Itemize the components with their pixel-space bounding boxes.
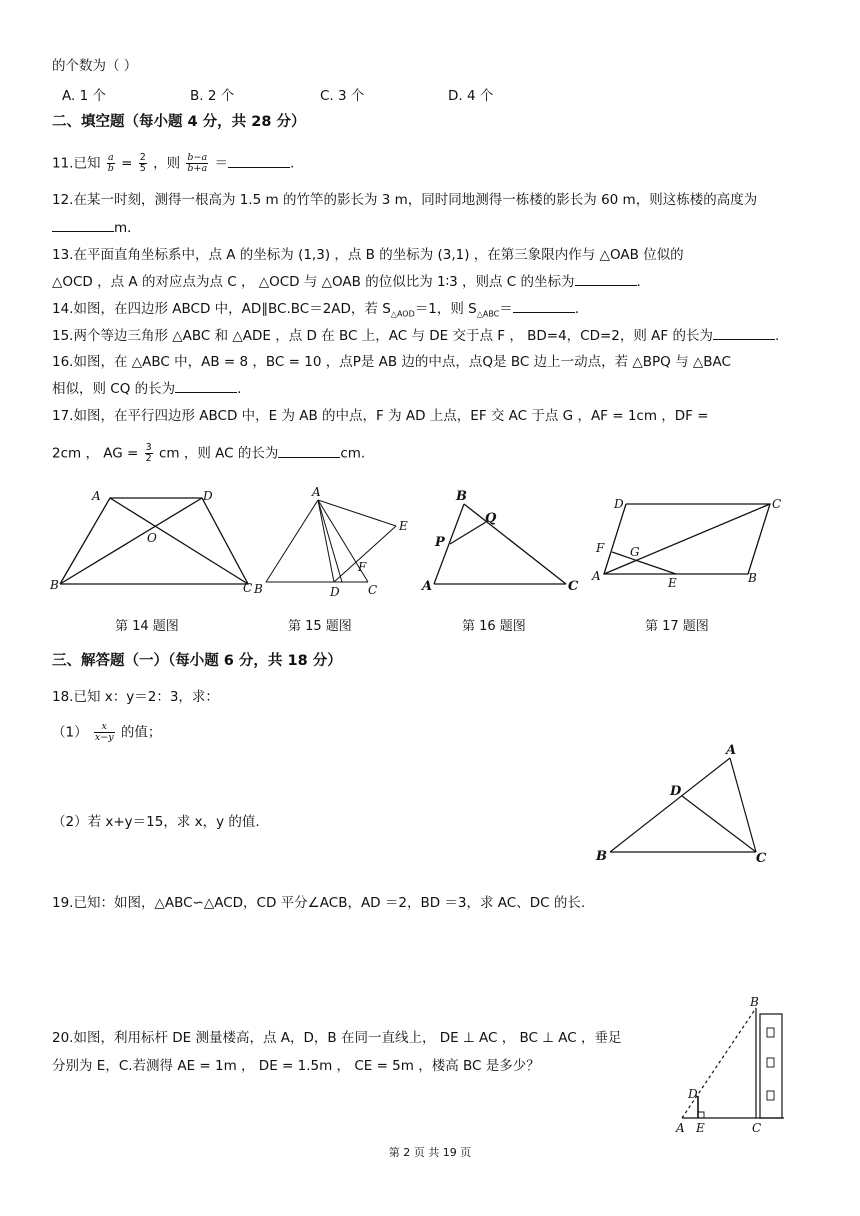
fig20-label-c: C: [752, 1121, 762, 1135]
fig17-label-d: D: [614, 497, 624, 511]
fig15-label-b: B: [254, 582, 263, 596]
fig20-label-d: D: [688, 1087, 698, 1101]
caption-fig14: 第 14 题图: [115, 619, 179, 634]
q13-line1: 13.在平面直角坐标系中，点 A 的坐标为 (1,3) ，点 B 的坐标为 (3,1) ，在第三象限内作与 △OAB 位似的: [52, 247, 684, 263]
fig17-label-f: F: [596, 541, 605, 555]
caption-fig16: 第 16 题图: [462, 619, 526, 634]
q10-option-d: D. 4 个: [448, 88, 494, 104]
fig15-label-d: D: [330, 585, 340, 599]
q20-line1: 20.如图，利用标杆 DE 测量楼高，点 A，D，B 在同一直线上， DE ⊥ AC ， BC ⊥ AC ，垂足: [52, 1030, 622, 1046]
answer-blank: [575, 273, 637, 286]
fig18-label-c: C: [756, 851, 767, 866]
figure-17: [590, 490, 800, 590]
q17-line1: 17.如图，在平行四边形 ABCD 中，E 为 AB 的中点，F 为 AD 上点，EF 交 AC 于点 G ，AF = 1cm ，DF =: [52, 408, 709, 424]
q20-line2: 分别为 E，C.若测得 AE = 1m ， DE = 1.5m ， CE = 5m ，楼高 BC 是多少？: [52, 1058, 540, 1074]
q18-fraction: $\frac{x}{x-y}$: [94, 721, 114, 743]
fig17-label-a: A: [592, 569, 601, 583]
fig15-label-f: F: [358, 560, 367, 574]
fig14-label-d: D: [203, 489, 213, 503]
fig18-label-d: D: [670, 784, 682, 799]
fig14-label-c: C: [243, 581, 253, 595]
fig20-label-b: B: [750, 995, 759, 1009]
q10-option-a: A. 1 个: [62, 88, 106, 104]
caption-fig17: 第 17 题图: [645, 619, 709, 634]
q15: 15.两个等边三角形 △ABC 和 △ADE ，点 D 在 BC 上，AC 与 DE 交于点 F ， BD=4，CD=2，则 AF 的长为 .: [52, 328, 780, 344]
fig16-label-q: Q: [485, 511, 497, 526]
fig17-label-e: E: [668, 576, 677, 590]
fig20-label-a: A: [676, 1121, 685, 1135]
q14: 14.如图，在四边形 ABCD 中，AD∥BC.BC＝2AD，若 $S_{\triangle AOD}=1$，则 $S_{\triangle ABC}=$ .: [52, 301, 580, 319]
q10-option-c: C. 3 个: [320, 88, 365, 104]
answer-blank: [278, 445, 340, 458]
q11-fraction-2-5: $\frac{2}{5}$: [139, 152, 146, 174]
q18-part1: （1） $\frac{x}{x-y}$ 的值；: [52, 721, 162, 743]
q19: 19.已知：如图，△ABC∽△ACD，CD 平分∠ACB，AD ＝2，BD ＝3，求 AC、DC 的长.: [52, 895, 586, 911]
fig17-label-c: C: [772, 497, 782, 511]
fig14-label-b: B: [50, 578, 59, 592]
fig14-label-a: A: [92, 489, 101, 503]
fig14-label-o: O: [147, 531, 157, 545]
q10-tail: 的个数为（ ）: [52, 58, 138, 74]
section3-title: 三、解答题（一）（每小题 6 分，共 18 分）: [52, 653, 342, 669]
page-footer: 第 2 页 共 19 页: [388, 1146, 472, 1159]
fig17-label-b: B: [748, 571, 757, 585]
q16-line1: 16.如图，在 △ABC 中，AB = 8 ，BC = 10 ，点P是 AB 边的中点，点Q是 BC 边上一动点，若 △BPQ 与 △BAC: [52, 354, 731, 370]
q12-line1: 12.在某一时刻，测得一根高为 1.5 m 的竹竿的影长为 3 m，同时同地测得一栋楼的影长为 60 m，则这栋楼的高度为: [52, 192, 758, 208]
fig15-label-c: C: [368, 583, 378, 597]
q11-fraction-a-b: $\frac{a}{b}$: [107, 152, 114, 174]
fig16-label-c: C: [568, 579, 579, 594]
fig15-label-e: E: [399, 519, 408, 533]
figure-15: [250, 484, 420, 600]
answer-blank: [52, 219, 114, 232]
q18-part2: （2）若 x+y＝15，求 x，y 的值.: [52, 814, 260, 830]
q17-fraction: $\frac{3}{2}$: [145, 442, 152, 464]
answer-blank: [228, 155, 290, 168]
q17-line2: 2cm ， AG = $\frac{3}{2}$ cm ，则 AC 的长为 cm.: [52, 442, 366, 464]
figure-20: [672, 994, 792, 1144]
answer-blank: [513, 300, 575, 313]
fig16-label-b: B: [456, 489, 467, 504]
fig17-label-g: G: [630, 545, 640, 559]
figure-14: [48, 486, 258, 596]
figure-18: [590, 738, 780, 868]
q11: 11.已知 $\frac{a}{b}$ = $\frac{2}{5}$ ，则 $\frac{b-a}{b+a}$ ＝ .: [52, 152, 295, 174]
answer-blank: [713, 327, 775, 340]
q13-line2: △OCD ，点 A 的对应点为点 C ， △OCD 与 △OAB 的位似比为 1∶3 ，则点 C 的坐标为 .: [52, 274, 641, 290]
figure-16: [418, 486, 588, 596]
q18-stem: 18.已知 x：y＝2：3，求：: [52, 689, 219, 705]
section2-title: 二、填空题（每小题 4 分，共 28 分）: [52, 114, 306, 130]
caption-fig15: 第 15 题图: [288, 619, 352, 634]
answer-blank: [175, 380, 237, 393]
q16-line2: 相似，则 CQ 的长为 .: [52, 381, 242, 397]
q11-fraction-ba: $\frac{b-a}{b+a}$: [187, 152, 208, 174]
q10-option-b: B. 2 个: [190, 88, 235, 104]
fig18-label-b: B: [596, 849, 607, 864]
fig15-label-a: A: [312, 485, 321, 499]
fig16-label-a: A: [422, 579, 433, 594]
q12-line2: m．: [52, 218, 141, 238]
fig18-label-a: A: [726, 743, 737, 758]
fig20-label-e: E: [696, 1121, 705, 1135]
fig16-label-p: P: [435, 535, 445, 550]
